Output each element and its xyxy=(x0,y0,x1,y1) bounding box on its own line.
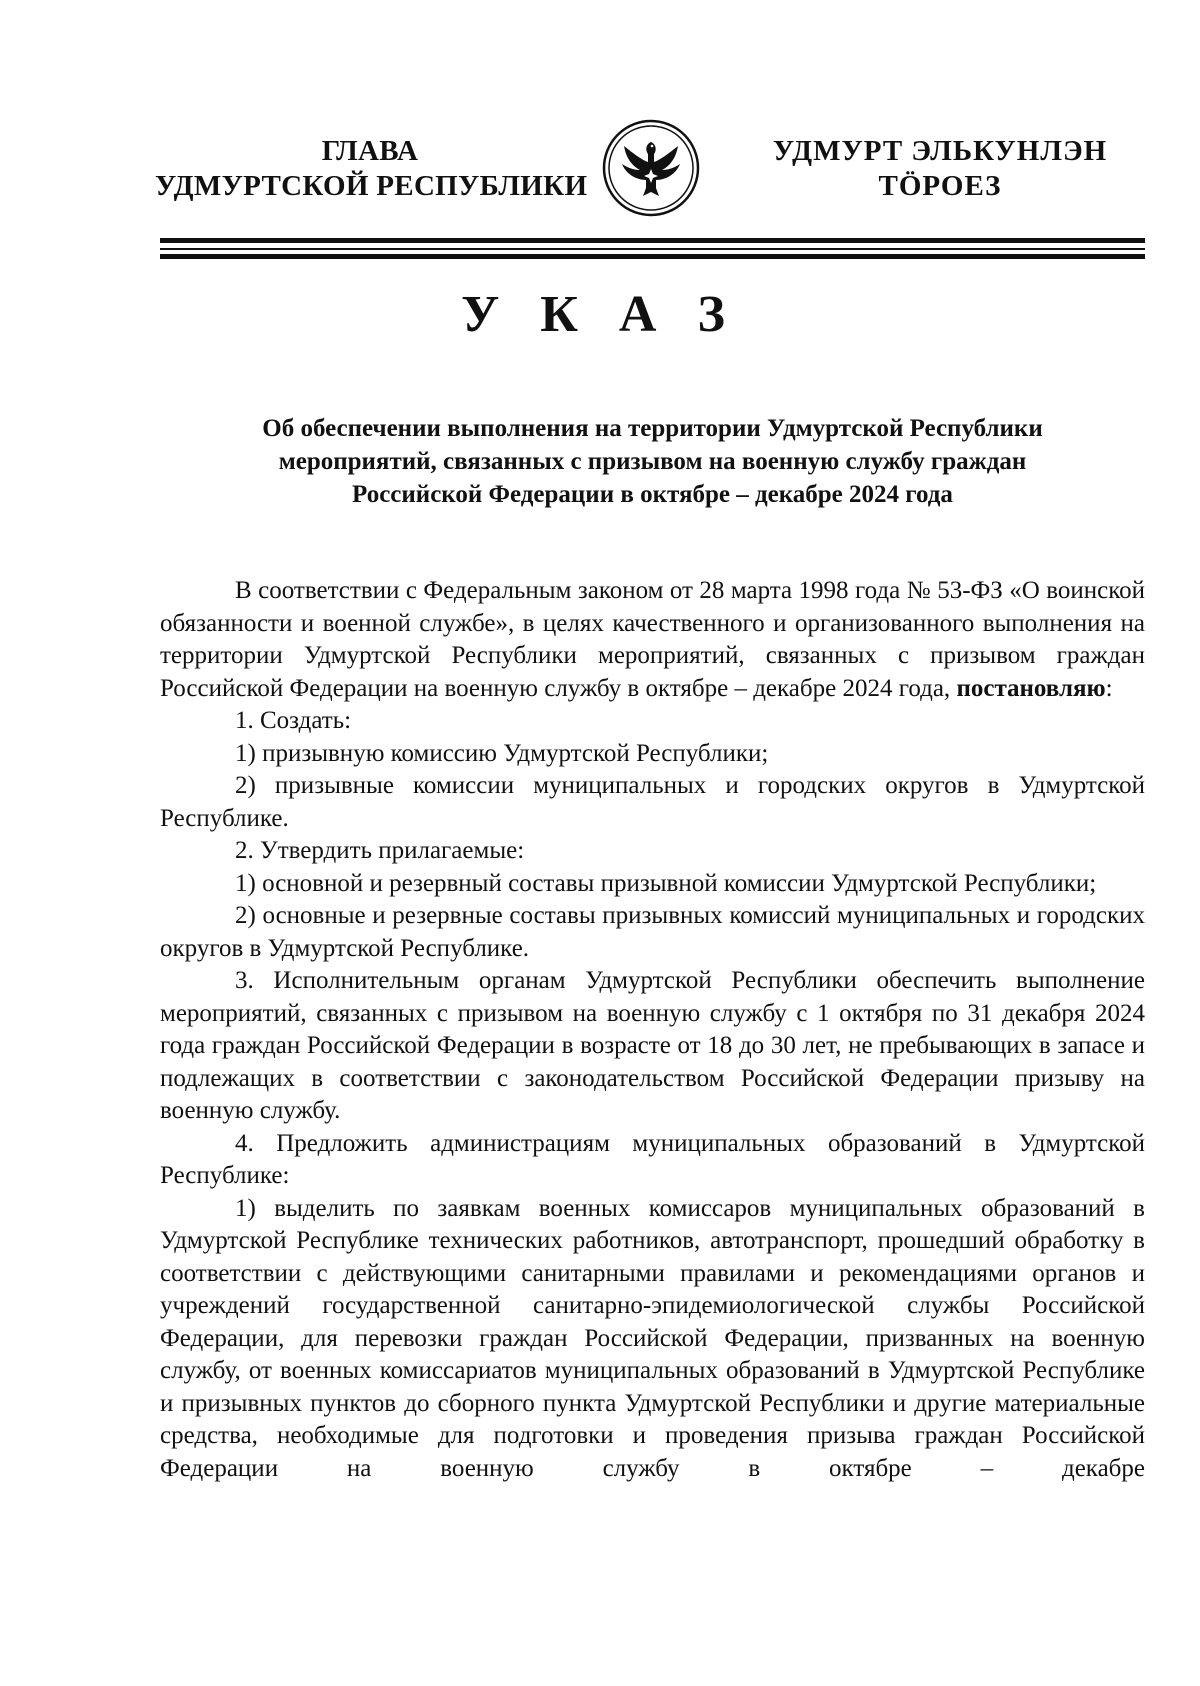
header-rule-thick-top xyxy=(160,238,1145,243)
decree-word: постановляю xyxy=(956,674,1106,702)
header-right-line-2: ТÖРОЕЗ xyxy=(878,170,1002,202)
subject-line-2: мероприятий, связанных с призывом на военную службу граждан xyxy=(278,448,1027,475)
header-left-title xyxy=(155,134,588,204)
clause-2-item-2: 2) основные и резервные составы призывных комиссий муниципальных и городских округов в Удмуртской Республике. xyxy=(160,902,1145,962)
preamble-paragraph xyxy=(160,575,1145,705)
clause-3: 3. Исполнительным органам Удмуртской Республики обеспечить выполнение мероприятий, связанных с призывом на военную службу с 1 октября по 31 декабря 2024 года граждан Российской Федерации в возрасте от 18 до 30 лет, не пребывающих в запасе и подлежащих в соответствии с законодательством Российской Федерации призыву на военную службу. xyxy=(160,967,1145,1124)
header-left-line-2: УДМУРТСКОЙ РЕСПУБЛИКИ xyxy=(155,170,588,202)
clause-4: 4. Предложить администрациям муниципальных образований в Удмуртской Республике: xyxy=(160,1129,1145,1189)
subject-line-1: Об обеспечении выполнения на территории Удмуртской Республики xyxy=(262,415,1043,442)
header-right-title xyxy=(760,134,1120,204)
header-right-line-1: УДМУРТ ЭЛЬКУНЛЭН xyxy=(772,135,1108,167)
document-title: У К А З xyxy=(461,286,739,343)
document-subject xyxy=(160,412,1145,511)
decree-colon: : xyxy=(1105,674,1113,702)
header-left-line-1: ГЛАВА xyxy=(321,135,419,167)
clause-1-item-2: 2) призывные комиссии муниципальных и городских округов в Удмуртской Республике. xyxy=(160,772,1145,832)
clause-1: 1. Создать: xyxy=(235,707,352,734)
clause-4-item-1: 1) выделить по заявкам военных комиссаров муниципальных образований в Удмуртской Республике технических работников, автотранспорт, прошедший обработку в соответствии с действующими санитарными правилами и рекомендациями органов и учреждений государственной санитарно-эпидемиологической службы Российской Федерации, для перевозки граждан Российской Федерации, призванных на военную службу, от военных комиссариатов муниципальных образований в Удмуртской Республике и призывных пунктов до сборного пункта Удмуртской Республики и другие материальные средства, необходимые для подготовки и проведения призыва граждан Российской Федерации на военную службу в октябре – декабре xyxy=(160,1194,1145,1482)
clause-2-item-1: 1) основной и резервный составы призывной комиссии Удмуртской Республики; xyxy=(235,869,1097,897)
header-rule-thick-bottom xyxy=(160,254,1145,259)
clause-1-item-1: 1) призывную комиссию Удмуртской Республики; xyxy=(235,739,769,767)
preamble-text: В соответствии с Федеральным законом от 28 марта 1998 года № 53-ФЗ «О воинской обязанности и военной службе», в целях качественного и организованного выполнения на территории Удмуртской Республики мероприятий, связанных с призывом граждан Российской Федерации на военную службу в октябре – декабре 2024 года, xyxy=(160,577,1145,702)
header-rule-thin xyxy=(160,248,1145,250)
clause-2: 2. Утвердить прилагаемые: xyxy=(235,837,525,864)
coat-of-arms-emblem xyxy=(596,118,706,218)
document-body xyxy=(160,575,1145,1485)
subject-line-3: Российской Федерации в октябре – декабре 2024 года xyxy=(352,481,953,508)
